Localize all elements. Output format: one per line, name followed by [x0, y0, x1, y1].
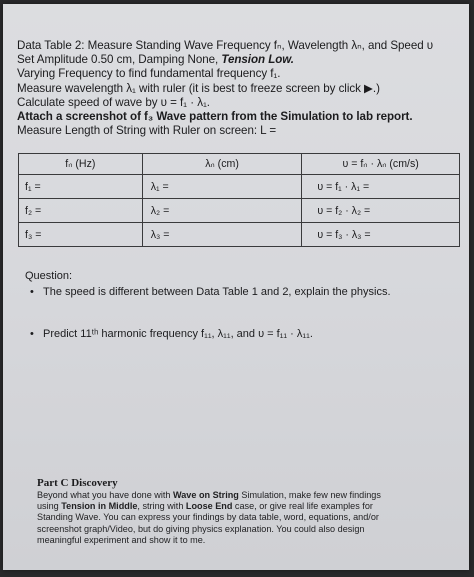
tension-setting: Tension Low.	[221, 53, 294, 67]
cell-lambda2[interactable]: λ₂ =	[142, 199, 302, 223]
table-row	[19, 199, 460, 223]
table-row	[19, 175, 460, 199]
cell-lambda3[interactable]: λ₃ =	[142, 223, 302, 247]
cell-v1[interactable]: υ = f₁ · λ₁ =	[302, 175, 460, 199]
part-c-text: case, or give real life examples for	[232, 501, 373, 512]
question-text: The speed is different between Data Table 1 and 2, explain the physics.	[43, 286, 391, 298]
part-c-text: , string with	[137, 501, 186, 512]
part-c-emph: Wave on String	[173, 490, 239, 500]
instruction-frequency: Varying Frequency to find fundamental frequency f₁.	[17, 67, 281, 81]
part-c-emph: Loose End	[185, 501, 233, 512]
cell-lambda1[interactable]: λ₁ =	[142, 175, 302, 199]
table-header-row	[19, 154, 460, 175]
part-c-body	[37, 490, 457, 546]
question-label: Question:	[25, 270, 73, 282]
part-c-line: Standing Wave. You can express your findings by data table, word, equations, and/or	[37, 512, 379, 523]
table-instructions	[17, 39, 467, 138]
header-speed: υ = fₙ · λₙ (cm/s)	[302, 154, 460, 175]
amplitude-setting-text: Set Amplitude 0.50 cm, Damping None,	[17, 53, 222, 67]
bullet-icon: •	[30, 328, 34, 340]
question-item	[30, 328, 313, 340]
cell-v2[interactable]: υ = f₂ · λ₂ =	[302, 199, 460, 223]
part-c-line	[37, 501, 457, 512]
instruction-wavelength: Measure wavelength λ₁ with ruler (it is best to freeze screen by click ▶.)	[17, 81, 380, 95]
table-row	[19, 223, 460, 247]
instruction-screenshot: Attach a screenshot of f₃ Wave pattern from the Simulation to lab report.	[17, 110, 413, 124]
instruction-string-length: Measure Length of String with Ruler on screen: L =	[17, 124, 277, 138]
cell-f1[interactable]: f₁ =	[19, 175, 143, 199]
cell-v3[interactable]: υ = f₃ · λ₃ =	[302, 223, 460, 247]
part-c-title: Part C Discovery	[37, 477, 118, 489]
table-title: Data Table 2: Measure Standing Wave Frequency fₙ, Wavelength λₙ, and Speed υ	[17, 39, 434, 52]
header-wavelength: λₙ (cm)	[142, 154, 302, 175]
part-c-text: Beyond what you have done with	[37, 490, 173, 500]
header-frequency: fₙ (Hz)	[19, 154, 143, 175]
cell-f3[interactable]: f₃ =	[19, 223, 143, 247]
question-item	[30, 286, 391, 298]
part-c-text: Simulation, make few new findings	[238, 490, 381, 500]
instruction-speed: Calculate speed of wave by υ = f₁ · λ₁.	[17, 95, 210, 109]
amplitude-setting	[17, 53, 467, 67]
bullet-icon: •	[30, 286, 34, 298]
part-c-text: using	[37, 501, 62, 512]
part-c-emph: Tension in Middle	[61, 501, 138, 512]
part-c-line: screenshot graph/Video, but do giving physics explanation. You could also design	[37, 523, 365, 534]
question-text: Predict 11ᵗʰ harmonic frequency f₁₁, λ₁₁, and υ = f₁₁ · λ₁₁.	[43, 328, 313, 340]
document-page	[3, 4, 469, 570]
part-c-line	[37, 490, 457, 501]
cell-f2[interactable]: f₂ =	[19, 199, 143, 223]
data-table-2	[18, 153, 460, 247]
part-c-line: meaningful experiment and show it to me.	[37, 534, 206, 545]
